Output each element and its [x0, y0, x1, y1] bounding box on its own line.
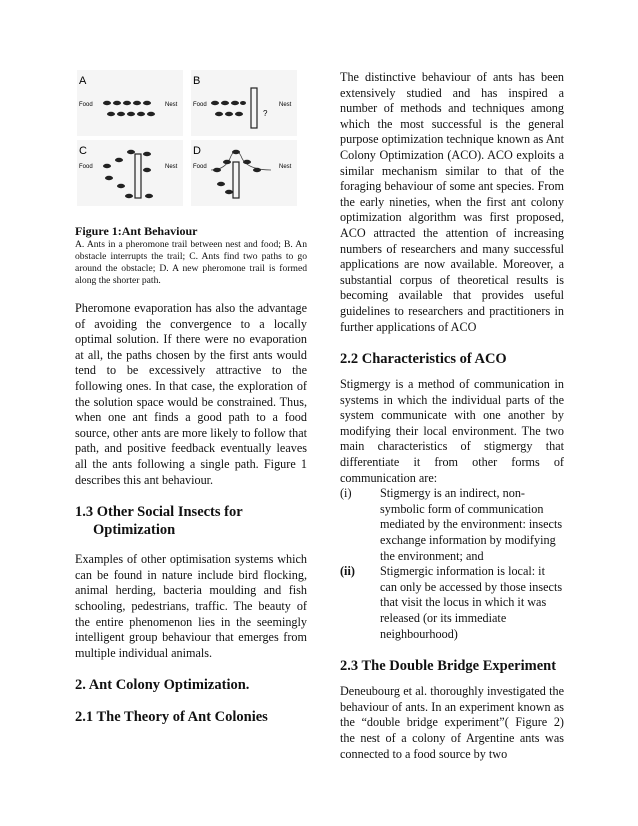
panel-c-drawing [77, 140, 183, 206]
panel-b-question-mark: ? [263, 109, 268, 118]
heading-2-1: 2.1 The Theory of Ant Colonies [75, 709, 268, 726]
right-column [340, 70, 564, 762]
panel-b-food-label: Food [193, 102, 207, 108]
figure-panel-a [77, 70, 183, 136]
panel-d-trail [211, 151, 271, 170]
panel-b-drawing [191, 70, 297, 136]
list-item [340, 564, 564, 642]
list-item [340, 486, 564, 564]
panel-c-letter: C [79, 145, 87, 157]
panel-c-food-label: Food [79, 164, 93, 170]
panel-c-nest-label: Nest [165, 164, 178, 170]
panel-d-letter: D [193, 145, 201, 157]
panel-b-nest-label: Nest [279, 102, 292, 108]
panel-b-letter: B [193, 75, 201, 87]
panel-c-obstacle [135, 154, 141, 198]
pheromone-evaporation-paragraph: Pheromone evaporation has also the advantage of avoiding the convergence to a locally optimal solution. If there were no evaporation at all, the paths chosen by the first ants would tend to be excessively attractive to the following ones. In that case, the exploration of the solution space would be constrained. Thus, when one ant finds a good path to a food source, other ants are more likely to follow that path, and positive feedback eventually leaves all the ants following a single path. Figure 1 describes this ant behaviour. [75, 301, 307, 487]
figure-caption-text: A. Ants in a pheromone trail between nest and food; B. An obstacle interrupts the trail; C. Ants find two paths to go around the obstacle; D. A new pheromone trail is formed along the shorter path. [75, 239, 307, 286]
stigmergy-characteristics-list [340, 486, 564, 642]
list-marker: (ii) [340, 564, 355, 579]
panel-a-nest-label: Nest [165, 102, 178, 108]
social-insects-paragraph: Examples of other optimisation systems which can be found in nature include bird flocking, animal herding, bacteria moulding and fish schooling, pedestrians, traffic. The beauty of the entire phenomenon lies in the seemingly intelligent group behaviour that emerges from multiple individual animals. [75, 552, 307, 660]
aco-intro-paragraph: The distinctive behaviour of ants has been extensively studied and has inspired a number of methods and techniques among which the most successful is the general purpose optimization technique known as Ant Colony Optimization (ACO). ACO exploits a similar mechanism similar to that of the foraging behaviour of some ant species. From the early nineties, when the first ant colony optimization algorithm was first proposed, ACO attracted the attention of increasing numbers of researchers and many successful applications are now available. Moreover, a substantial corpus of theoretical results is becoming available that provides useful guidelines to researchers and practitioners in further applications of ACO [340, 70, 564, 334]
panel-d-nest-label: Nest [279, 164, 292, 170]
panel-b-obstacle [251, 88, 257, 128]
stigmergy-paragraph: Stigmergy is a method of communication in systems in which the individual parts of the system communicate with one another by modifying their local environment. The two main characteristics of stigmergy that differentiate it from other forms of communication are: [340, 377, 564, 485]
panel-d-food-label: Food [193, 164, 207, 170]
panel-d-drawing [191, 140, 297, 206]
heading-1-3: 1.3 Other Social Insects for Optimization [75, 504, 243, 539]
panel-b-ants [211, 101, 246, 116]
heading-2-2: 2.2 Characteristics of ACO [340, 351, 507, 368]
left-column [75, 70, 307, 726]
heading-2: 2. Ant Colony Optimization. [75, 677, 250, 694]
panel-d-obstacle [233, 162, 239, 198]
heading-2-3: 2.3 The Double Bridge Experiment [340, 658, 557, 675]
figure-panel-d [191, 140, 297, 206]
panel-d-ants [213, 150, 261, 194]
list-marker: (i) [340, 486, 352, 501]
list-item-text: Stigmergy is an indirect, non-symbolic form of communication mediated by the environment: insects exchange information by modifying the environment; and [380, 486, 563, 563]
figure-caption-title: Figure 1:Ant Behaviour [75, 224, 198, 238]
figure-panel-c [77, 140, 183, 206]
panel-a-drawing [77, 70, 183, 136]
figure-panel-b [191, 70, 297, 136]
panel-a-food-label: Food [79, 102, 93, 108]
double-bridge-paragraph: Deneubourg et al. thoroughly investigated the behaviour of ants. In an experiment known as the “double bridge experiment”( Figure 2) the nest of a colony of Argentine ants was connected to a food source by two [340, 684, 564, 761]
panel-a-ants [103, 101, 155, 116]
panel-c-ants [103, 150, 153, 198]
ant-behaviour-figure [77, 70, 297, 212]
panel-a-letter: A [79, 75, 87, 87]
list-item-text: Stigmergic information is local: it can only be accessed by those insects that visit the locus in which it was released (or its immediate neighbourhood) [380, 564, 563, 641]
